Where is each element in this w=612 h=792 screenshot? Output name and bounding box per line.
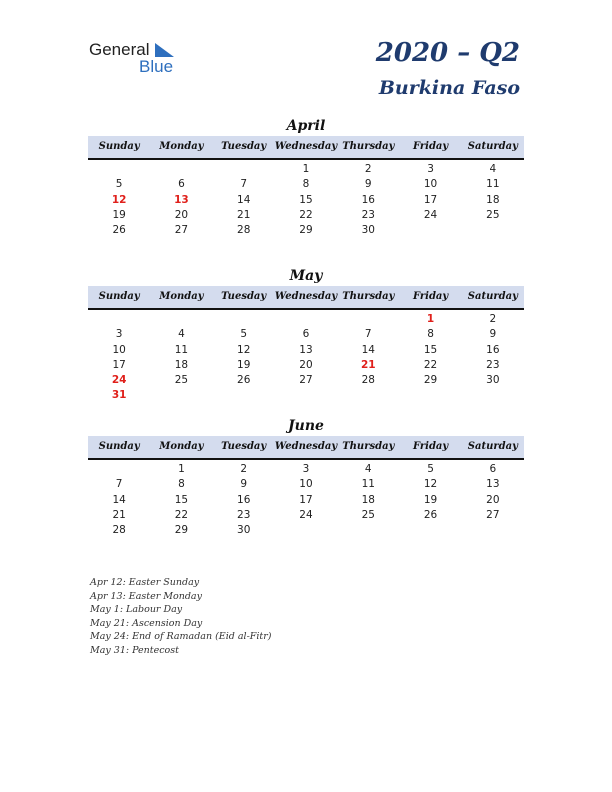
weekday-friday: Friday	[412, 441, 449, 452]
day-cell: 19	[112, 208, 126, 221]
day-cell: 15	[299, 193, 313, 206]
empty-day-cell	[337, 523, 399, 538]
day-cell: 31	[111, 389, 127, 402]
weekday-saturday: Saturday	[467, 291, 518, 302]
day-cell: 4	[178, 328, 185, 341]
day-cell: 4	[489, 163, 497, 175]
day-cell: 18	[486, 193, 500, 206]
day-cell: 23	[237, 508, 251, 521]
week-row	[88, 193, 524, 208]
month-may	[88, 266, 524, 404]
day-cell: 13	[299, 343, 313, 356]
holiday-item: May 21: Ascension Day	[90, 617, 203, 629]
day-cell: 3	[427, 163, 434, 175]
weekday-wednesday: Wednesday	[274, 141, 338, 152]
day-cell: 28	[237, 224, 251, 237]
holiday-item: Apr 12: Easter Sunday	[90, 577, 200, 588]
empty-day-cell	[88, 162, 150, 177]
day-cell: 5	[427, 463, 434, 475]
weekday-saturday: Saturday	[467, 441, 518, 452]
weekday-sunday: Sunday	[98, 441, 140, 452]
day-cell: 27	[299, 374, 313, 387]
day-cell: 19	[237, 358, 251, 371]
weekday-thursday: Thursday	[342, 291, 395, 302]
day-cell: 3	[302, 463, 310, 475]
day-cell: 18	[361, 493, 375, 506]
weekday-monday: Monday	[159, 291, 204, 302]
day-cell: 26	[237, 374, 251, 387]
week-row	[88, 177, 524, 192]
day-cell: 6	[489, 463, 497, 475]
day-cell: 14	[237, 193, 251, 206]
day-cell: 29	[423, 374, 438, 387]
page-title: 2020 – Q2	[375, 38, 520, 68]
empty-day-cell	[399, 388, 461, 403]
empty-day-cell	[213, 312, 275, 327]
day-cell: 8	[302, 178, 310, 191]
empty-day-cell	[150, 388, 212, 403]
day-cell: 16	[486, 343, 500, 356]
day-cell: 9	[364, 178, 372, 191]
empty-day-cell	[462, 388, 524, 403]
month-title: April	[286, 118, 326, 134]
week-row	[88, 343, 524, 358]
empty-day-cell	[399, 223, 461, 238]
empty-day-cell	[337, 312, 399, 327]
holiday-item: May 24: End of Ramadan (Eid al-Fitr)	[90, 631, 272, 643]
logo	[89, 40, 189, 76]
day-cell: 15	[174, 493, 189, 506]
logo-triangle-icon	[153, 42, 175, 58]
day-cell: 22	[174, 508, 189, 521]
day-cell: 9	[240, 478, 248, 491]
weekday-saturday: Saturday	[467, 141, 518, 152]
day-cell: 5	[240, 328, 248, 341]
weekday-header	[88, 136, 524, 160]
day-cell: 1	[302, 163, 310, 175]
day-cell: 22	[299, 208, 313, 221]
day-cell: 24	[299, 508, 313, 521]
week-row	[88, 388, 524, 403]
week-row	[88, 462, 524, 477]
weekday-monday: Monday	[159, 141, 204, 152]
day-cell: 1	[426, 313, 435, 325]
empty-day-cell	[275, 388, 337, 403]
day-cell: 17	[299, 493, 313, 506]
week-row	[88, 493, 524, 508]
weekday-wednesday: Wednesday	[274, 441, 338, 452]
day-cell: 23	[361, 208, 375, 221]
day-cell: 29	[299, 224, 313, 237]
empty-day-cell	[275, 312, 337, 327]
empty-day-cell	[88, 312, 150, 327]
day-cell: 10	[299, 478, 313, 491]
holiday-item: May 31: Pentecost	[90, 644, 179, 656]
day-cell: 17	[112, 358, 126, 371]
day-cell: 10	[423, 178, 438, 191]
empty-day-cell	[462, 523, 524, 538]
weekday-friday: Friday	[412, 291, 449, 302]
week-row	[88, 223, 524, 238]
day-cell: 2	[240, 463, 248, 475]
day-cell: 6	[178, 178, 185, 191]
day-cell: 20	[174, 208, 189, 221]
week-row	[88, 373, 524, 388]
empty-day-cell	[399, 523, 461, 538]
week-row	[88, 327, 524, 342]
day-cell: 21	[112, 508, 126, 521]
day-cell: 21	[360, 358, 376, 371]
day-cell: 12	[423, 478, 438, 491]
weekday-sunday: Sunday	[98, 291, 140, 302]
day-cell: 14	[112, 493, 126, 506]
week-row	[88, 358, 524, 373]
day-cell: 26	[423, 508, 438, 521]
logo-blue-text: Blue	[139, 57, 174, 76]
day-cell: 8	[178, 478, 185, 491]
logo-general-text: General	[89, 40, 150, 59]
day-cell: 27	[486, 508, 500, 521]
weekday-monday: Monday	[159, 441, 204, 452]
day-cell: 11	[486, 178, 500, 191]
day-cell: 29	[174, 524, 189, 537]
day-cell: 7	[364, 328, 372, 341]
day-cell: 16	[237, 493, 251, 506]
day-cell: 12	[237, 343, 251, 356]
day-cell: 26	[112, 224, 126, 237]
day-cell: 15	[423, 343, 438, 356]
day-cell: 30	[237, 524, 251, 537]
weekday-sunday: Sunday	[98, 141, 140, 152]
empty-day-cell	[462, 223, 524, 238]
day-cell: 25	[174, 374, 189, 387]
empty-day-cell	[150, 162, 212, 177]
day-cell: 28	[361, 374, 375, 387]
empty-day-cell	[275, 523, 337, 538]
empty-day-cell	[213, 162, 275, 177]
day-cell: 9	[489, 328, 497, 341]
weekday-tuesday: Tuesday	[221, 141, 267, 152]
day-cell: 13	[174, 193, 189, 206]
week-row	[88, 312, 524, 327]
day-cell: 13	[486, 478, 500, 491]
day-cell: 25	[361, 508, 375, 521]
day-cell: 25	[486, 208, 500, 221]
weekday-thursday: Thursday	[342, 141, 395, 152]
day-cell: 24	[423, 208, 438, 221]
day-cell: 11	[361, 478, 375, 491]
day-cell: 3	[115, 328, 123, 341]
week-row	[88, 208, 524, 223]
week-row	[88, 508, 524, 523]
day-cell: 16	[361, 193, 375, 206]
month-april	[88, 116, 524, 238]
empty-day-cell	[337, 388, 399, 403]
weekday-tuesday: Tuesday	[221, 441, 267, 452]
day-cell: 18	[174, 358, 189, 371]
day-cell: 17	[423, 193, 438, 206]
month-title: May	[289, 268, 323, 284]
month-june	[88, 416, 524, 538]
day-cell: 30	[361, 224, 375, 237]
country-name: Burkina Faso	[378, 77, 520, 99]
empty-day-cell	[150, 312, 212, 327]
day-cell: 27	[174, 224, 189, 237]
weekday-header	[88, 286, 524, 310]
weekday-tuesday: Tuesday	[221, 291, 267, 302]
day-cell: 6	[302, 328, 310, 341]
day-cell: 11	[174, 343, 189, 356]
day-cell: 7	[240, 178, 248, 191]
weekday-wednesday: Wednesday	[274, 291, 338, 302]
day-cell: 2	[489, 313, 497, 325]
day-cell: 7	[115, 478, 123, 491]
day-cell: 20	[486, 493, 500, 506]
day-cell: 23	[486, 358, 500, 371]
month-title: June	[288, 418, 324, 434]
weekday-header	[88, 436, 524, 460]
day-cell: 5	[115, 178, 123, 191]
day-cell: 22	[423, 358, 438, 371]
day-cell: 4	[364, 463, 372, 475]
weekday-thursday: Thursday	[342, 441, 395, 452]
holiday-list	[90, 576, 271, 658]
week-row	[88, 523, 524, 538]
day-cell: 10	[112, 343, 126, 356]
empty-day-cell	[88, 462, 150, 477]
week-row	[88, 162, 524, 177]
holiday-item: Apr 13: Easter Monday	[90, 590, 202, 602]
day-cell: 12	[111, 193, 127, 206]
weekday-friday: Friday	[412, 141, 449, 152]
day-cell: 20	[299, 358, 313, 371]
day-cell: 30	[486, 374, 500, 387]
day-cell: 2	[364, 163, 372, 175]
day-cell: 21	[237, 208, 251, 221]
week-row	[88, 477, 524, 492]
day-cell: 1	[178, 463, 185, 475]
day-cell: 19	[423, 493, 438, 506]
empty-day-cell	[213, 388, 275, 403]
day-cell: 24	[111, 374, 127, 387]
day-cell: 28	[112, 524, 126, 537]
day-cell: 8	[427, 328, 434, 341]
day-cell: 14	[361, 343, 375, 356]
holiday-item: May 1: Labour Day	[90, 604, 183, 616]
